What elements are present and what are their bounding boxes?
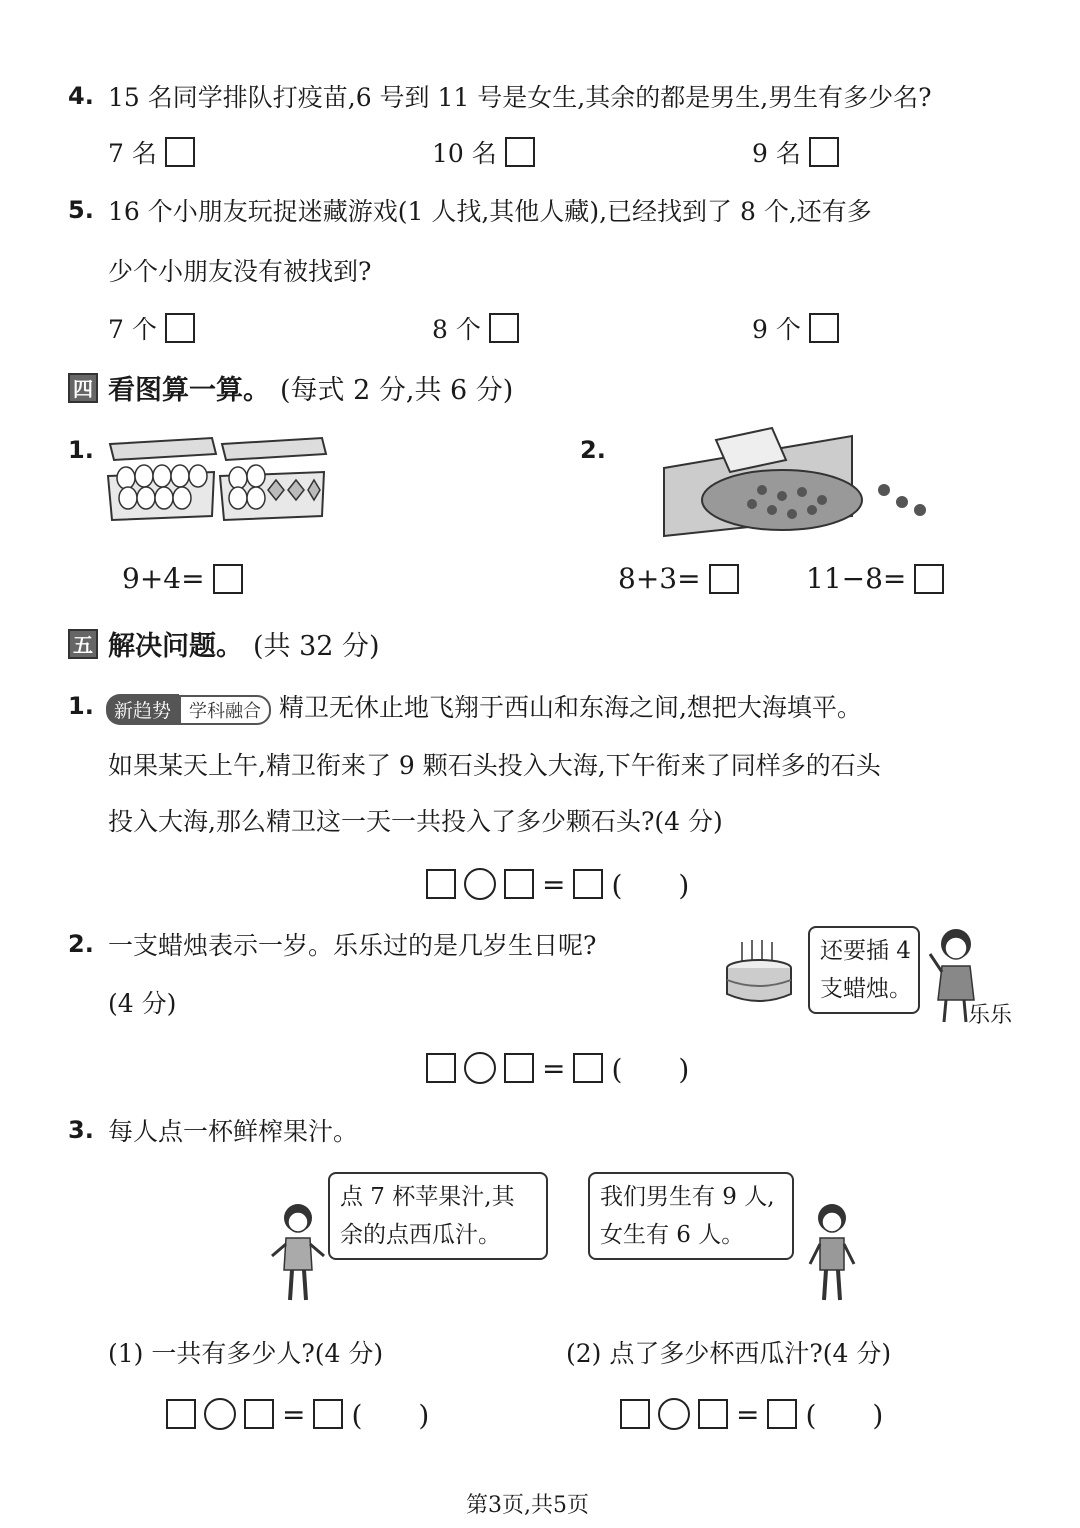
section-badge: 五 xyxy=(68,629,98,659)
q5-text-line2: 少个小朋友没有被找到? xyxy=(108,257,372,286)
operator-circle[interactable] xyxy=(464,868,496,900)
girl-illustration xyxy=(266,1200,330,1306)
s5-q3-sub2-answer-equation: = ( ) xyxy=(620,1394,883,1434)
unit-blank[interactable]: ( ) xyxy=(351,1399,430,1432)
s5-q2-answer-equation: = ( ) xyxy=(426,1048,689,1088)
section-title: 解决问题。 xyxy=(108,631,243,662)
unit-blank[interactable]: ( ) xyxy=(805,1399,884,1432)
answer-checkbox[interactable] xyxy=(809,313,839,343)
answer-box[interactable] xyxy=(244,1399,274,1429)
page-footer: 第3页,共5页 xyxy=(466,1493,589,1518)
q4-option-2[interactable]: 10 名 xyxy=(432,134,535,170)
section-badge: 四 xyxy=(68,373,98,403)
operator-circle[interactable] xyxy=(658,1398,690,1430)
q5-option-3[interactable]: 9 个 xyxy=(752,310,839,346)
q5-number: 5. xyxy=(68,196,94,224)
answer-box[interactable] xyxy=(914,564,944,594)
answer-box[interactable] xyxy=(504,1053,534,1083)
s5-q3-sub1-answer-equation: = ( ) xyxy=(166,1394,429,1434)
s5-q1-line1: 新趋势 学科融合 精卫无休止地飞翔于西山和东海之间,想把大海填平。 xyxy=(106,688,862,725)
operator-circle[interactable] xyxy=(464,1052,496,1084)
subject-tag: 学科融合 xyxy=(179,695,271,725)
answer-box[interactable] xyxy=(767,1399,797,1429)
trend-tag: 新趋势 xyxy=(106,694,179,725)
answer-box[interactable] xyxy=(313,1399,343,1429)
q4-text: 15 名同学排队打疫苗,6 号到 11 号是女生,其余的都是男生,男生有多少名? xyxy=(108,83,932,112)
s4-problem-1-equation: 9+4= xyxy=(122,562,243,595)
answer-box[interactable] xyxy=(213,564,243,594)
answer-box[interactable] xyxy=(504,869,534,899)
leile-speech-bubble: 还要插 4 支蜡烛。 xyxy=(808,926,920,1014)
section-note: (共 32 分) xyxy=(253,631,380,662)
s4-problem-2-equation-1: 8+3= xyxy=(618,562,739,595)
section-4-heading xyxy=(68,368,513,407)
s5-q3-number: 3. xyxy=(68,1116,94,1144)
egg-cartons-illustration xyxy=(104,432,330,524)
answer-box[interactable] xyxy=(426,1053,456,1083)
s5-q3-sub1: (1) 一共有多少人?(4 分) xyxy=(108,1339,384,1368)
q4-number: 4. xyxy=(68,82,94,110)
s5-q1-line3: 投入大海,那么精卫这一天一共投入了多少颗石头?(4 分) xyxy=(108,807,723,836)
section-5-heading xyxy=(68,624,380,663)
s5-q2-line1: 一支蜡烛表示一岁。乐乐过的是几岁生日呢? xyxy=(108,931,597,960)
q4-option-1[interactable]: 7 名 xyxy=(108,134,195,170)
s5-q1-answer-equation: = ( ) xyxy=(426,864,689,904)
birthday-cake-icon xyxy=(722,936,796,1008)
s4-problem-2-number: 2. xyxy=(580,436,606,464)
s4-problem-2-equation-2: 11−8= xyxy=(806,562,944,595)
answer-box[interactable] xyxy=(573,869,603,899)
q5-option-2[interactable]: 8 个 xyxy=(432,310,519,346)
s5-q1-number: 1. xyxy=(68,692,94,720)
answer-box[interactable] xyxy=(166,1399,196,1429)
chicken-coop-illustration xyxy=(662,420,940,542)
girl-speech-bubble: 点 7 杯苹果汁,其 余的点西瓜汁。 xyxy=(328,1172,548,1260)
q5-option-1[interactable]: 7 个 xyxy=(108,310,195,346)
answer-box[interactable] xyxy=(426,869,456,899)
section-note: (每式 2 分,共 6 分) xyxy=(280,375,514,406)
boy-illustration xyxy=(800,1200,864,1306)
answer-checkbox[interactable] xyxy=(165,137,195,167)
answer-checkbox[interactable] xyxy=(489,313,519,343)
section-title: 看图算一算。 xyxy=(108,375,270,406)
operator-circle[interactable] xyxy=(204,1398,236,1430)
boy-speech-bubble: 我们男生有 9 人, 女生有 6 人。 xyxy=(588,1172,794,1260)
s5-q2-number: 2. xyxy=(68,930,94,958)
answer-box[interactable] xyxy=(698,1399,728,1429)
s5-q3-sub2: (2) 点了多少杯西瓜汁?(4 分) xyxy=(566,1339,892,1368)
answer-box[interactable] xyxy=(620,1399,650,1429)
answer-box[interactable] xyxy=(573,1053,603,1083)
leile-name-label: 乐乐 xyxy=(968,1003,1013,1028)
q4-option-3[interactable]: 9 名 xyxy=(752,134,839,170)
unit-blank[interactable]: ( ) xyxy=(611,1053,690,1086)
unit-blank[interactable]: ( ) xyxy=(611,869,690,902)
s5-q2-score: (4 分) xyxy=(108,989,177,1018)
answer-checkbox[interactable] xyxy=(165,313,195,343)
answer-box[interactable] xyxy=(709,564,739,594)
s5-q1-line2: 如果某天上午,精卫衔来了 9 颗石头投入大海,下午衔来了同样多的石头 xyxy=(108,751,881,780)
q5-text-line1: 16 个小朋友玩捉迷藏游戏(1 人找,其他人藏),已经找到了 8 个,还有多 xyxy=(108,197,872,226)
answer-checkbox[interactable] xyxy=(505,137,535,167)
s5-q3-line1: 每人点一杯鲜榨果汁。 xyxy=(108,1117,359,1146)
s4-problem-1-number: 1. xyxy=(68,436,94,464)
answer-checkbox[interactable] xyxy=(809,137,839,167)
